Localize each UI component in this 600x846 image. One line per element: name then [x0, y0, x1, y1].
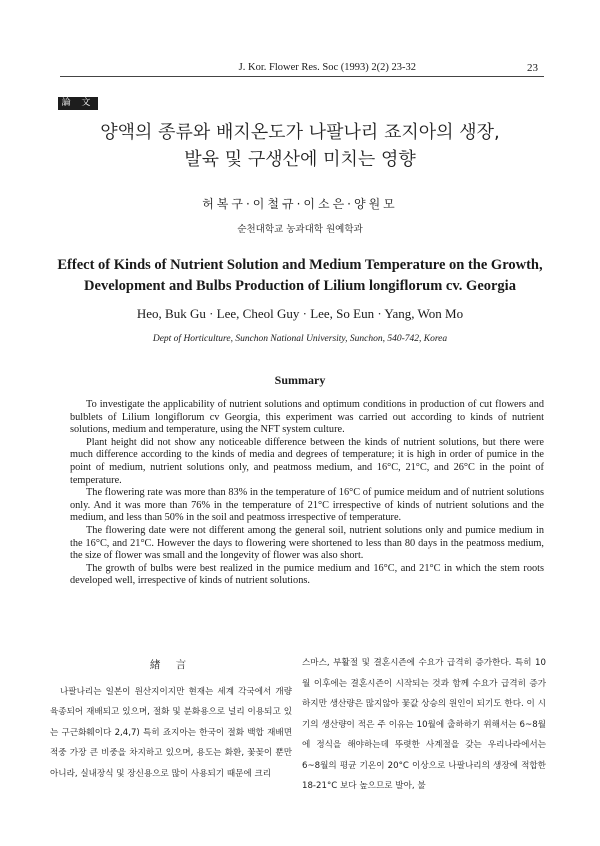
korean-title-line-2: 발육 및 구생산에 미치는 영향: [184, 149, 416, 170]
summary-body: [70, 399, 544, 588]
summary-heading: Summary: [274, 373, 326, 387]
english-title: [40, 255, 560, 297]
summary-paragraph: To investigate the applicability of nutrient solutions and optimum conditions in production of cut flowers and bulblets of Lilium longiflorum cv Georgia, this experiment was carried out according to kinds of nutrient solutions, medium and temperature, using the NFT system culture.: [70, 399, 544, 436]
korean-authors: 허복구·이철규·이소은·양원모: [202, 197, 398, 211]
english-title-line-2: Development and Bulbs Production of Lilium longiflorum cv. Georgia: [84, 278, 516, 294]
body-left-column: [50, 655, 292, 784]
page-number: 23: [527, 62, 538, 74]
journal-citation: J. Kor. Flower Res. Soc (1993) 2(2) 23-32: [238, 62, 416, 73]
article-type-badge: 論 文: [58, 97, 98, 110]
english-affiliation: Dept of Horticulture, Sunchon National University, Sunchon, 540-742, Korea: [152, 334, 448, 344]
summary-paragraph: The flowering rate was more than 83% in the temperature of 16°C of pumice meidum and of nutrient solutions only. And it was more than 76% in the temperature of 21°C irrespective of kinds of nutrient solutions and the medium, and less than 50% in the soil and peatmoss irrespective of temperature.: [70, 487, 544, 524]
english-title-line-1: Effect of Kinds of Nutrient Solution and Medium Temperature on the Growth,: [57, 257, 543, 273]
korean-title-line-1: 양액의 종류와 배지온도가 나팔나리 죠지아의 생장,: [100, 122, 500, 143]
english-authors: Heo, Buk Gu · Lee, Cheol Guy · Lee, So Eun · Yang, Won Mo: [136, 306, 464, 321]
body-right-column: [302, 653, 546, 797]
korean-affiliation: 순천대학교 농과대학 원예학과: [237, 224, 363, 235]
summary-paragraph: The growth of bulbs were best realized in the pumice medium and 16°C, and 21°C in which the stem roots developed well, irrespective of kinds of nutrient solutions.: [70, 562, 544, 587]
summary-paragraph: Plant height did not show any noticeable difference between the kinds of nutrient solutions, but there were much difference according to the kinds of media and degrees of temperature; it is high in order of pumice in the point of medium, nutrient solutions only, and peatmoss medium, and 16°C, 21°C, and 26°C in the point of temperature.: [70, 436, 544, 486]
summary-paragraph: The flowering date were not different among the general soil, nutrient solutions only and pumice medium in the 16°C, and 21°C. However the days to flowering were shortened to less than 80 days in the peatmoss medium, the size of flower was small and the longevity of flower was also short.: [70, 524, 544, 562]
running-header: [60, 62, 544, 77]
body-paragraph: 나팔나리는 일본이 원산지이지만 현재는 세계 각국에서 개량육종되어 재배되고 있으며, 절화 및 분화용으로 널리 이용되고 있는 구근화훼이다 2,4,7) 특히 죠지아는 한국이 절화 백합 재배면적중 가장 큰 비중을 차지하고 있으며, 용도는 화환, 꽃꽂이 뿐만아니라, 실내장식 및 장신용으로 많이 사용되기 때문에 크리: [50, 686, 292, 779]
korean-title: [60, 119, 540, 173]
body-paragraph: 스마스, 부활절 및 결혼시즌에 수요가 급격히 증가한다. 특히 10월 이후에는 결혼시즌이 시작되는 것과 함께 수요가 급격히 증가하지만 생산량은 많지않아 꽃값 상승의 원인이 되기도 한다. 이 시기의 생산량이 적은 주 이유는 10월에 출하하기 위해서는 6~8월에 정식을 해야하는데 뚜렷한 사계절을 갖는 우리나라에서는 6~8월의 평균 기온이 20°C 이상으로 나팔나리의 생장에 적합한 18-21°C 보다 높으므로 발아, 불: [302, 658, 546, 791]
introduction-heading: 緖 言: [149, 659, 193, 671]
